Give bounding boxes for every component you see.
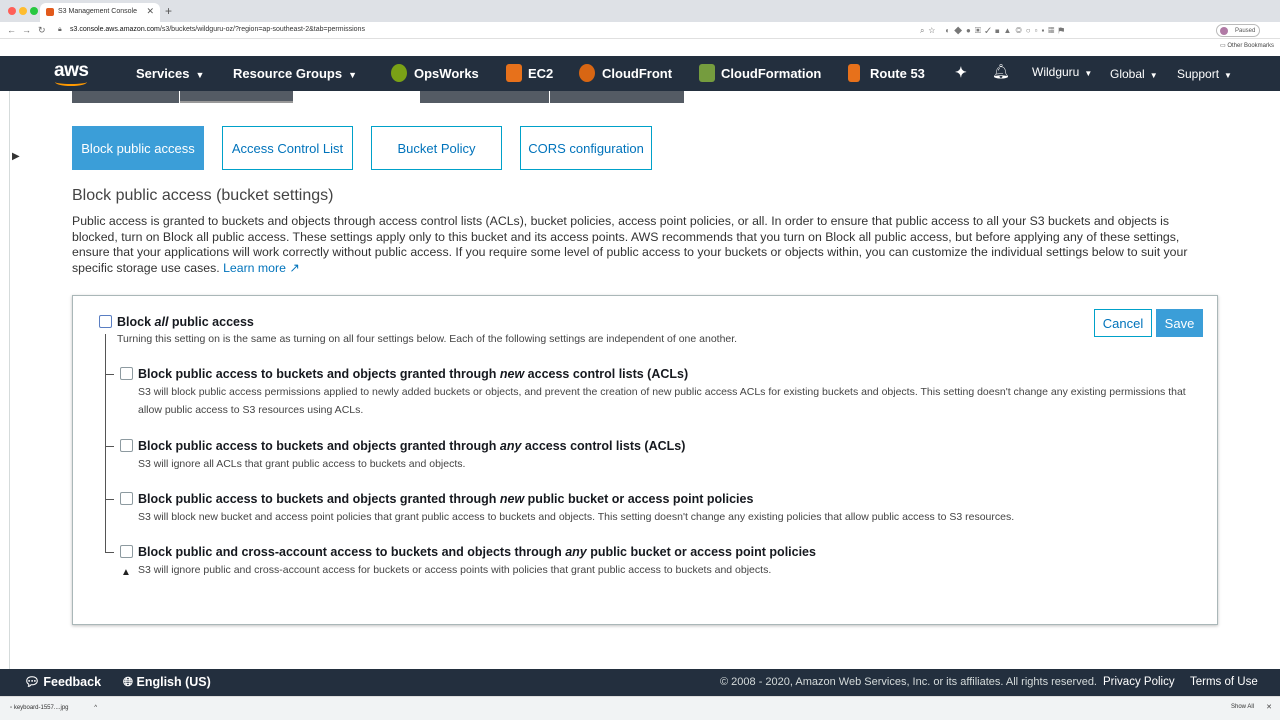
aws-favicon-icon: [46, 8, 54, 16]
close-tab-icon[interactable]: ✕: [146, 6, 154, 16]
tree-connector: [105, 334, 106, 552]
option-any-acls-description: S3 will ignore all ACLs that grant public access to buckets and objects.: [138, 458, 466, 470]
ec2-icon: [506, 64, 522, 82]
expand-sidebar-icon[interactable]: ▶: [12, 151, 20, 162]
option-title-post: access control lists (ACLs): [524, 367, 689, 381]
browser-tab[interactable]: [40, 3, 160, 22]
section-description: [72, 214, 1212, 276]
option-new-acls-description: S3 will block public access permissions applied to newly added buckets or objects, and prevent the creation of new public access ACLs for existing buckets and objects. This setting doesn't change any existing permissions that allow public access to S3 resources using ACLs.: [138, 386, 1186, 416]
option-title-pre: Block public access to buckets and objects granted through: [138, 367, 500, 381]
aws-footer: [0, 669, 1280, 696]
external-link-icon: ↗: [289, 260, 300, 275]
bookmarks-bar: [0, 39, 1280, 55]
option-title-post: public bucket or access point policies: [524, 492, 754, 506]
cloudfront-shortcut[interactable]: CloudFront: [602, 66, 673, 81]
chevron-down-icon: ▼: [1084, 69, 1093, 78]
option-any-acls-title: [138, 439, 685, 453]
opsworks-shortcut[interactable]: OpsWorks: [414, 66, 479, 81]
cancel-button[interactable]: Cancel: [1094, 309, 1152, 337]
aws-logo[interactable]: aws: [54, 60, 89, 81]
option-new-policies-title: [138, 492, 753, 506]
chevron-down-icon: ▼: [1149, 71, 1158, 80]
cloudformation-icon: [699, 64, 715, 82]
close-downloads-icon[interactable]: ✕: [1266, 704, 1272, 711]
chevron-up-icon[interactable]: ^: [94, 705, 98, 711]
copyright-text: © 2008 - 2020, Amazon Web Services, Inc. or its affiliates. All rights reserved.: [720, 676, 1097, 688]
main-tab-overview[interactable]: [72, 91, 179, 103]
support-menu[interactable]: [1177, 67, 1232, 81]
chevron-down-icon: ▼: [1224, 71, 1232, 80]
option-new-acls-checkbox[interactable]: [120, 367, 133, 380]
resource-groups-menu[interactable]: [233, 66, 357, 81]
show-all-button[interactable]: Show All: [1230, 704, 1254, 710]
download-item[interactable]: [10, 705, 97, 711]
option-title-em: any: [565, 545, 587, 559]
main-tab-access-points[interactable]: [550, 91, 684, 103]
chevron-down-icon: ▼: [348, 70, 358, 80]
option-title-em: any: [499, 439, 522, 453]
subtab-cors-configuration[interactable]: CORS configuration: [520, 126, 652, 170]
profile-status: Paused: [1235, 28, 1256, 34]
tree-branch: [105, 446, 114, 447]
tree-branch: [105, 374, 114, 375]
tree-branch: [105, 552, 114, 553]
file-icon: ▫: [10, 705, 13, 711]
terms-of-use-link[interactable]: Terms of Use: [1190, 676, 1258, 688]
account-menu[interactable]: [1032, 65, 1092, 79]
option-title-post: public bucket or access point policies: [586, 545, 816, 559]
collapsed-sidebar: [0, 91, 10, 669]
option-new-policies-description: S3 will block new bucket and access point policies that grant public access to buckets and objects. This setting doesn't change any existing policies that allow public access to S3 resources.: [138, 511, 1015, 523]
route53-shortcut[interactable]: Route 53: [870, 66, 925, 81]
subtab-block-public-access[interactable]: Block public access: [72, 126, 204, 170]
profile-button[interactable]: [1216, 24, 1260, 37]
block-all-title-em: all: [154, 315, 169, 329]
close-window-icon[interactable]: [8, 7, 16, 15]
browser-tab-title: S3 Management Console: [58, 8, 137, 15]
maximize-window-icon[interactable]: [30, 7, 38, 15]
services-label: Services: [136, 66, 190, 81]
reload-icon[interactable]: ↻: [38, 25, 46, 35]
lock-icon: 🔒︎: [58, 26, 62, 33]
services-menu[interactable]: [136, 66, 204, 81]
option-title-em: new: [499, 492, 525, 506]
section-description-text: Public access is granted to buckets and objects through access control lists (ACLs), bucket policies, access point policies, or all. In order to ensure that public access to all your S3 buckets and objects is blocked, turn on Block all public access. These settings apply only to this bucket and its access points. AWS recommends that you turn on Block all public access, but before applying any of these settings, ensure that your applications will work correctly without public access. If you require some level of public access to your buckets or objects within, you can customize the individual settings below to suit your specific storage use cases.: [72, 214, 1188, 275]
subtab-bucket-policy[interactable]: Bucket Policy: [371, 126, 502, 170]
privacy-policy-link[interactable]: Privacy Policy: [1103, 676, 1175, 688]
cloudformation-shortcut[interactable]: CloudFormation: [721, 66, 822, 81]
url-field[interactable]: [70, 26, 365, 33]
bell-icon[interactable]: 🔔︎: [992, 63, 1010, 79]
url-path: /s3/buckets/wildguru-oz/?region=ap-southeast-2&tab=permissions: [159, 26, 365, 33]
route53-icon: [848, 64, 860, 82]
other-bookmarks[interactable]: ▭ Other Bookmarks: [1219, 43, 1274, 49]
url-host: s3.console.aws.amazon.com: [70, 26, 160, 33]
option-title-post: access control lists (ACLs): [521, 439, 686, 453]
option-title-pre: Block public and cross-account access to buckets and objects through: [138, 545, 566, 559]
block-all-checkbox[interactable]: [99, 315, 112, 328]
speech-bubble-icon: 💬︎: [24, 675, 40, 689]
globe-icon: 🌐︎: [123, 675, 134, 689]
language-label: English (US): [136, 675, 211, 689]
avatar: [1220, 27, 1228, 35]
feedback-link[interactable]: [24, 675, 101, 690]
pin-icon[interactable]: ✦: [955, 64, 967, 80]
feedback-label: Feedback: [43, 675, 102, 689]
resource-groups-label: Resource Groups: [233, 66, 343, 81]
opsworks-icon: [391, 64, 407, 82]
block-all-title: [117, 315, 254, 329]
main-tab-properties[interactable]: [180, 91, 293, 103]
option-any-policies-checkbox[interactable]: [120, 545, 133, 558]
option-new-acls-title: [138, 367, 688, 381]
option-new-policies-checkbox[interactable]: [120, 492, 133, 505]
learn-more-label: Learn more: [223, 260, 286, 275]
aws-navbar: [0, 56, 1280, 91]
main-tab-management[interactable]: [420, 91, 549, 103]
mouse-cursor-icon: ▲: [121, 567, 131, 578]
option-title-em: new: [499, 367, 525, 381]
extension-icons[interactable]: ⌕☆ ◐◆●▣✓◼▲◎○▫▪▦⚑: [920, 26, 1069, 35]
chevron-down-icon: ▼: [195, 70, 205, 80]
option-any-acls-checkbox[interactable]: [120, 439, 133, 452]
language-selector[interactable]: [123, 675, 211, 690]
ec2-shortcut[interactable]: EC2: [528, 66, 554, 81]
browser-tab-bar: [0, 0, 1280, 22]
cloudfront-icon: [579, 64, 595, 82]
section-title: Block public access (bucket settings): [72, 187, 334, 204]
forward-icon[interactable]: →: [22, 25, 31, 35]
other-bookmarks-label: Other Bookmarks: [1227, 43, 1274, 49]
region-label: Global: [1110, 67, 1145, 81]
learn-more-link[interactable]: [223, 261, 300, 275]
option-title-pre: Block public access to buckets and objects granted through: [138, 492, 500, 506]
download-filename: keyboard-1557....jpg: [13, 705, 69, 711]
save-button[interactable]: Save: [1156, 309, 1203, 337]
option-any-policies-title: [138, 545, 816, 559]
back-icon[interactable]: ←: [7, 25, 16, 35]
option-title-pre: Block public access to buckets and objects granted through: [138, 439, 500, 453]
block-all-title-pre: Block: [117, 315, 155, 329]
subtab-access-control-list[interactable]: Access Control List: [222, 126, 353, 170]
block-all-description: Turning this setting on is the same as turning on all four settings below. Each of the following settings are independent of one another.: [117, 333, 738, 345]
support-label: Support: [1177, 67, 1220, 81]
address-bar-row: [0, 22, 1280, 39]
new-tab-icon[interactable]: +: [165, 4, 173, 18]
aws-smile-icon: [55, 78, 87, 86]
account-label: Wildguru: [1032, 65, 1080, 79]
tree-branch: [105, 499, 114, 500]
region-menu[interactable]: [1110, 67, 1158, 81]
option-any-policies-description: S3 will ignore public and cross-account access for buckets or access points with policies that grant public access to buckets and objects.: [138, 564, 772, 576]
downloads-bar: [0, 696, 1280, 720]
block-all-title-post: public access: [168, 315, 254, 329]
minimize-window-icon[interactable]: [19, 7, 27, 15]
